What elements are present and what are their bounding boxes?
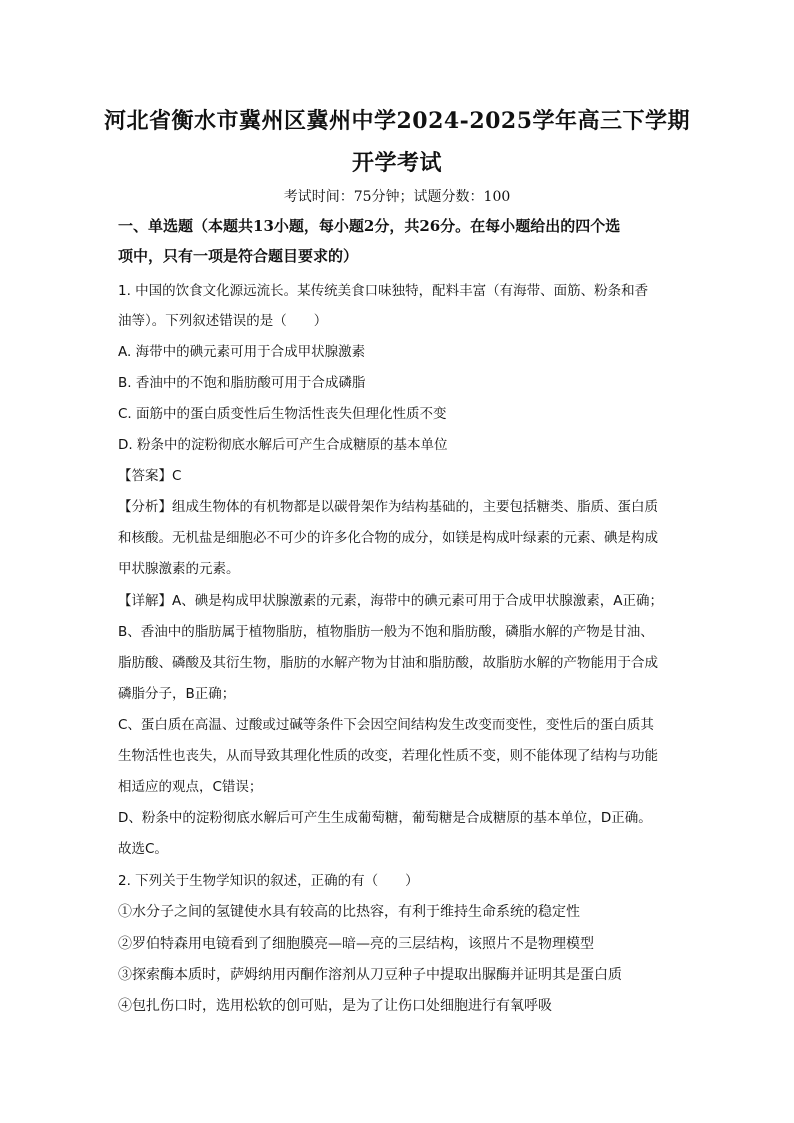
exam-info: 考试时间：75分钟；试题分数：100 [283, 189, 511, 205]
q1-detail-line: 脂肪酸、磷酸及其衍生物，脂肪的水解产物为甘油和脂肪酸，故脂肪水解的产物能用于合成 [118, 655, 658, 671]
q2-stem: 2. 下列关于生物学知识的叙述，正确的有（ ） [118, 873, 419, 889]
q2-item-4: ④包扎伤口时，选用松软的创可贴，是为了让伤口处细胞进行有氧呼吸 [118, 998, 552, 1014]
q1-detail-line: D、粉条中的淀粉彻底水解后可产生生成葡萄糖，葡萄糖是合成糖原的基本单位，D正确。 [118, 810, 652, 826]
q1-detail-line: 磷脂分子，B正确； [118, 686, 236, 702]
exam-title-line2: 开学考试 [351, 150, 442, 176]
q1-analysis-line: 【分析】组成生物体的有机物都是以碳骨架作为结构基础的，主要包括糖类、脂质、蛋白质 [118, 499, 658, 515]
exam-title-line1: 河北省衡水市冀州区冀州中学2024-2025学年高三下学期 [103, 108, 691, 134]
q1-detail-line: B、香油中的脂肪属于植物脂肪，植物脂肪一般为不饱和脂肪酸，磷脂水解的产物是甘油、 [118, 624, 654, 640]
q1-option-b: B. 香油中的不饱和脂肪酸可用于合成磷脂 [118, 375, 366, 391]
q1-option-d: D. 粉条中的淀粉彻底水解后可产生合成糖原的基本单位 [118, 437, 448, 453]
q1-analysis-line: 甲状腺激素的元素。 [118, 561, 240, 577]
q1-detail-line: 相适应的观点，C错误； [118, 779, 263, 795]
q2-item-2: ②罗伯特森用电镜看到了细胞膜亮—暗—亮的三层结构，该照片不是物理模型 [118, 936, 594, 952]
q1-analysis-line: 和核酸。无机盐是细胞必不可少的许多化合物的成分，如镁是构成叶绿素的元素、碘是构成 [118, 530, 658, 546]
q1-detail-line: 故选C。 [118, 841, 168, 857]
q1-detail-line: 生物活性也丧失，从而导致其理化性质的改变，若理化性质不变，则不能体现了结构与功能 [118, 748, 658, 764]
q1-stem-line1: 1. 中国的饮食文化源远流长。某传统美食口味独特，配料丰富（有海带、面筋、粉条和香 [118, 283, 649, 299]
q1-option-a: A. 海带中的碘元素可用于合成甲状腺激素 [118, 344, 366, 360]
q1-detail-line: 【详解】A、碘是构成甲状腺激素的元素，海带中的碘元素可用于合成甲状腺激素，A正确； [118, 593, 663, 609]
section-heading-line2: 项中，只有一项是符合题目要求的） [118, 247, 359, 265]
section-heading-line1: 一、单选题（本题共13小题，每小题2分，共26分。在每小题给出的四个选 [118, 217, 621, 235]
q2-item-1: ①水分子之间的氢键使水具有较高的比热容，有利于维持生命系统的稳定性 [118, 904, 580, 920]
q1-stem-line2: 油等）。下列叙述错误的是（ ） [118, 313, 328, 329]
q1-answer: 【答案】C [118, 468, 182, 484]
q1-option-c: C. 面筋中的蛋白质变性后生物活性丧失但理化性质不变 [118, 406, 447, 422]
q1-detail-line: C、蛋白质在高温、过酸或过碱等条件下会因空间结构发生改变而变性，变性后的蛋白质其 [118, 717, 654, 733]
q2-item-3: ③探索酶本质时，萨姆纳用丙酮作溶剂从刀豆种子中提取出脲酶并证明其是蛋白质 [118, 967, 622, 983]
